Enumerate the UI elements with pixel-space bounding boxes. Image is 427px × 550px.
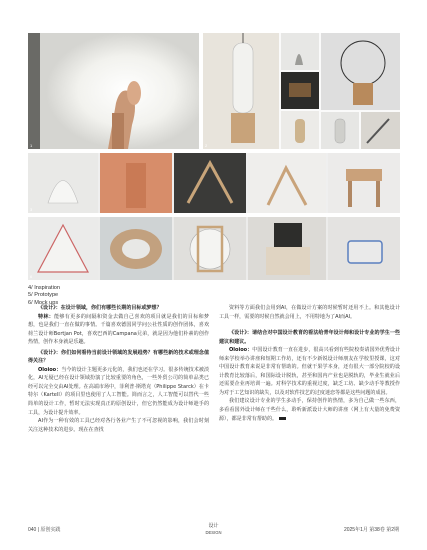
figure-tag: 3 [30, 207, 33, 212]
figure-tag: 1 [30, 143, 33, 148]
speaker-label: Oloioo： [229, 347, 253, 354]
answer-ai-paragraph: AI作为一种有效的工具已经对各行各业产生了不可忽视的影响，我们会时刻关注这种技术的进步。现在在查找 [28, 418, 209, 433]
question-design-education: 《设计》：请结合对中国设计教育的看法给青年设计师和设计专业的学生一些建议和建议。 [219, 330, 400, 345]
figure-tag: 2 [205, 143, 208, 148]
photo-grid-lamps [203, 33, 400, 149]
answer-student-advice: 我们建议设计专业的学生多动手，保持创作的热情，多为自己做一些东西，多看看国外设计师在干些什么，聆听新派设计大师的讲座（网上有大量的免费资源），都是非常有帮助的。 [219, 398, 400, 422]
caption-mockups: 6/ Mock ups [28, 299, 59, 306]
photo-lamp-hand [28, 33, 199, 149]
answer-long-term-goals: 特林：能够有更多的间隔和资金去做自己喜欢的项目就是我们的目标和梦想，也是我们一直在做的事情。千篇喜欢德国同学问公社性质的创作团体，喜欢荷兰设计师Bertjan Pot，喜欢巴西的Campana兄弟，就是因为他们朴素的创作热情，创作本身就是乐趣。 [28, 313, 210, 346]
right-text-column [219, 304, 400, 423]
page-number-section: 040 | 原创实践 [28, 527, 61, 533]
answer-design-education: Oloioo：中国设计教育一直在进步，很高兴看到有些院校奏请国外优秀设计师来学校举办讲座和短期工作坊，还有不少新锐设计师朋友在学校里授课，这对中国设计教育来说是非常有帮助的。但就干果学本身，还有很大一部分院校的设计教育比较落后，和国际设计脱轨，甚至和国内产业也是脱轨的，毕业生就业后还需要企业再培训一遍。对科学技术的重视过度，缺乏工坊、缺少动手等教授作为对于工艺知识的缺失，以及对软件技艺的过度迷恋等都是这些问题的成因。 [219, 347, 400, 396]
question-design-trends: 《设计》：你们如何看待当前设计领域的发展趋势？有哪些新的技术或理念值得关注？ [28, 349, 209, 365]
prototype-row-illustration [28, 153, 400, 213]
lamp-grid-illustration [203, 33, 400, 149]
left-text-column [28, 304, 209, 434]
question-long-term-goals: 《设计》：在设计领域，你们有哪些长期的目标或梦想？ [38, 305, 162, 311]
figure-tag: 6 [30, 274, 33, 279]
issue-info: 2025年1月 第38卷 第2期 [343, 527, 399, 533]
speaker-label: 特林： [38, 313, 55, 320]
end-mark-icon [279, 417, 286, 420]
speaker-label: Oloioo： [38, 366, 62, 373]
photo-prototypes-top [28, 153, 400, 213]
magazine-name: 设计 DESIGN [205, 523, 222, 535]
photo-mockups [28, 217, 400, 280]
answer-design-trends: Oloioo：当今的设计主题更多元化的，我们也还在学习。很多传统技术被淡化，AI无疑已经在设计领域扮演了比较重要的角色，一些外贸公司的简单品类已经可以完全交由AI处理。在高端市场中，菲利普·斯塔克（Philippe Starck）在卡特尔（Kartell）的项目里也使用了人工智能。简而言之，人工智能可以替代一些简单的设计工作，暂时无法实现真正的原创设计，但它仍然能成为设计师趁手的工具，为设计提升效率。 [28, 366, 209, 416]
mockup-row-illustration [28, 217, 400, 280]
answer-ai-continued: 资料等方面我们会用到AI，在做设计方案的时候暂时还用不上。和其他设计工具一样，需要的时候自然就会用上，不用特地为了AI而AI。 [219, 305, 400, 320]
caption-inspiration: 4/ Inspiration [28, 285, 61, 291]
lamp-hand-illustration [28, 33, 199, 149]
caption-prototype: 5/ Prototype [28, 292, 59, 299]
